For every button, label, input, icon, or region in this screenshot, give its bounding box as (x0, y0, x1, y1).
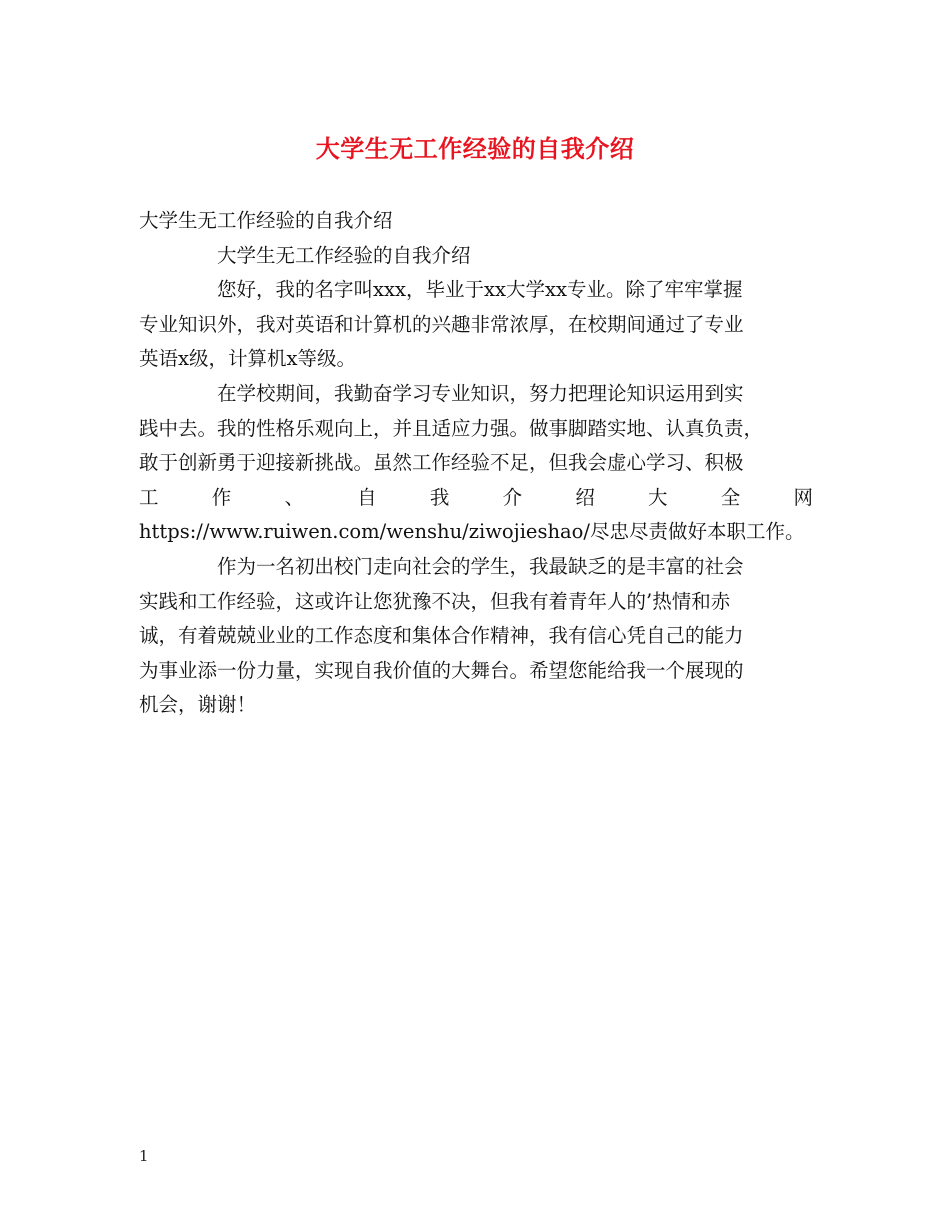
paragraph-2-line-3: 敢于创新勇于迎接新挑战。虽然工作经验不足，但我会虚心学习、积极 (139, 451, 744, 475)
spread-char: 大 (648, 485, 668, 509)
paragraph-3-line-4: 为事业添一份力量，实现自我价值的大舞台。希望您能给我一个展现的 (139, 658, 744, 682)
document-body (139, 204, 813, 723)
document-title: 大学生无工作经验的自我介绍 (315, 134, 635, 163)
page-number: 1 (139, 1147, 149, 1165)
paragraph-3-line-2: 实践和工作经验，这或许让您犹豫不决，但我有着青年人的’热情和赤 (139, 589, 731, 613)
spread-char: 我 (429, 485, 450, 509)
paragraph-1-line-2: 专业知识外，我对英语和计算机的兴趣非常浓厚，在校期间通过了专业 (139, 312, 744, 336)
spread-char: 工 (139, 485, 159, 509)
spread-char: 作 (211, 485, 232, 509)
paragraph-3-line-3: 诚，有着兢兢业业的工作态度和集体合作精神，我有信心凭自己的能力 (139, 624, 744, 648)
paragraph-2-line-2: 践中去。我的性格乐观向上，并且适应力强。做事脚踏实地、认真负责， (139, 416, 764, 440)
paragraph-2-spread-line (139, 481, 813, 516)
paragraph-3-line-5: 机会，谢谢！ (139, 693, 257, 717)
spread-char: 全 (720, 485, 741, 509)
paragraph-1-line-1: 您好，我的名字叫xxx，毕业于xx大学xx专业。除了牢牢掌握 (217, 278, 743, 302)
spread-char: 网 (793, 485, 813, 509)
spread-char: 、 (284, 485, 304, 509)
body-subheading: 大学生无工作经验的自我介绍 (217, 243, 471, 267)
spread-char: 介 (502, 485, 523, 509)
paragraph-3-line-1: 作为一名初出校门走向社会的学生，我最缺乏的是丰富的社会 (217, 554, 744, 578)
spread-char: 绍 (575, 485, 595, 509)
paragraph-2-line-1: 在学校期间，我勤奋学习专业知识，努力把理论知识运用到实 (217, 381, 744, 405)
paragraph-2-url-line: https://www.ruiwen.com/wenshu/ziwojieshao/尽忠尽责做好本职工作。 (139, 520, 805, 544)
spread-char: 自 (357, 485, 377, 509)
paragraph-1-line-3: 英语x级，计算机x等级。 (139, 347, 356, 371)
body-heading: 大学生无工作经验的自我介绍 (139, 209, 393, 232)
